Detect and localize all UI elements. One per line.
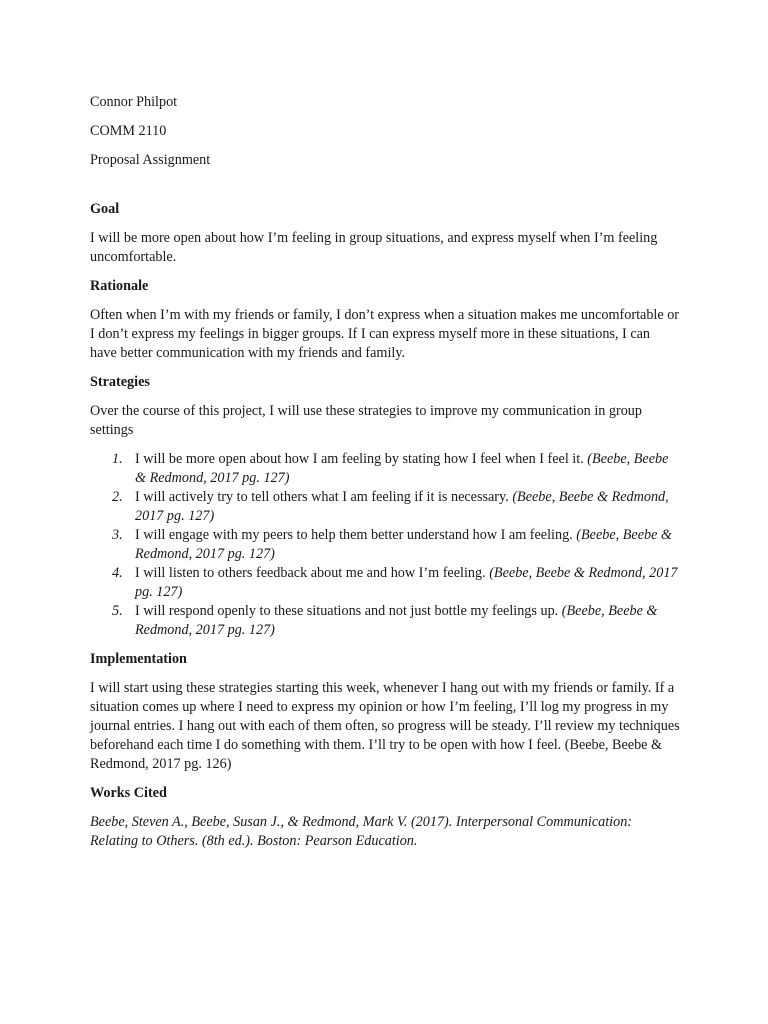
strategy-number: 4. [112, 565, 123, 581]
strategy-number: 2. [112, 489, 123, 505]
strategy-item-2 [90, 488, 680, 526]
strategy-text: I will be more open about how I am feeling by stating how I feel when I feel it. [135, 451, 588, 467]
strategy-text: I will engage with my peers to help them better understand how I am feeling. [135, 527, 577, 543]
strategy-number: 5. [112, 603, 123, 619]
strategy-citation: (Beebe, Beebe & Redmond, 2017 pg. 127) [135, 527, 672, 562]
goal-heading: Goal [90, 201, 120, 217]
strategy-item-3 [90, 526, 680, 564]
implementation-text: I will start using these strategies starting this week, whenever I hang out with my friends or family. If a situation comes up where I need to express my opinion or how I’m feeling, I’ll log my progress in my journal entries. I hang out with each of them often, so progress will be steady. I’ll review my techniques beforehand each time I do something with them. I’ll try to be open with how I feel. (Beebe, Beebe & Redmond, 2017 pg. 126) [90, 680, 680, 772]
strategy-text: I will actively try to tell others what I am feeling if it is necessary. [135, 489, 513, 505]
strategy-item-1 [90, 450, 680, 488]
strategy-citation: (Beebe, Beebe & Redmond, 2017 pg. 127) [135, 451, 669, 486]
author-name: Connor Philpot [90, 94, 178, 110]
strategy-citation: (Beebe, Beebe & Redmond, 2017 pg. 127) [135, 489, 669, 524]
works-cited-heading: Works Cited [90, 785, 167, 801]
strategy-number: 1. [112, 451, 123, 467]
strategy-item-5 [90, 602, 680, 640]
course-code: COMM 2110 [90, 123, 167, 139]
strategy-citation: (Beebe, Beebe & Redmond, 2017 pg. 127) [135, 565, 678, 600]
strategies-intro: Over the course of this project, I will use these strategies to improve my communication in group settings [90, 403, 642, 438]
strategy-citation: (Beebe, Beebe & Redmond, 2017 pg. 127) [135, 603, 658, 638]
rationale-heading: Rationale [90, 278, 149, 294]
strategy-list [90, 450, 680, 640]
strategy-number: 3. [112, 527, 123, 543]
document-page [90, 93, 680, 851]
works-cited-entry: Beebe, Steven A., Beebe, Susan J., & Redmond, Mark V. (2017). Interpersonal Communication: Relating to Others. (8th ed.). Boston: Pearson Education. [90, 814, 633, 849]
assignment-title: Proposal Assignment [90, 152, 211, 168]
implementation-heading: Implementation [90, 651, 187, 667]
strategy-text: I will listen to others feedback about me and how I’m feeling. [135, 565, 490, 581]
strategy-item-4 [90, 564, 680, 602]
strategies-heading: Strategies [90, 374, 150, 390]
strategy-text: I will respond openly to these situations and not just bottle my feelings up. [135, 603, 562, 619]
goal-text: I will be more open about how I’m feeling in group situations, and express myself when I’m feeling uncomfortable. [90, 230, 658, 265]
rationale-text: Often when I’m with my friends or family, I don’t express when a situation makes me uncomfortable or I don’t express my feelings in bigger groups. If I can express myself more in these situations, I can have better communication with my friends and family. [90, 307, 680, 361]
